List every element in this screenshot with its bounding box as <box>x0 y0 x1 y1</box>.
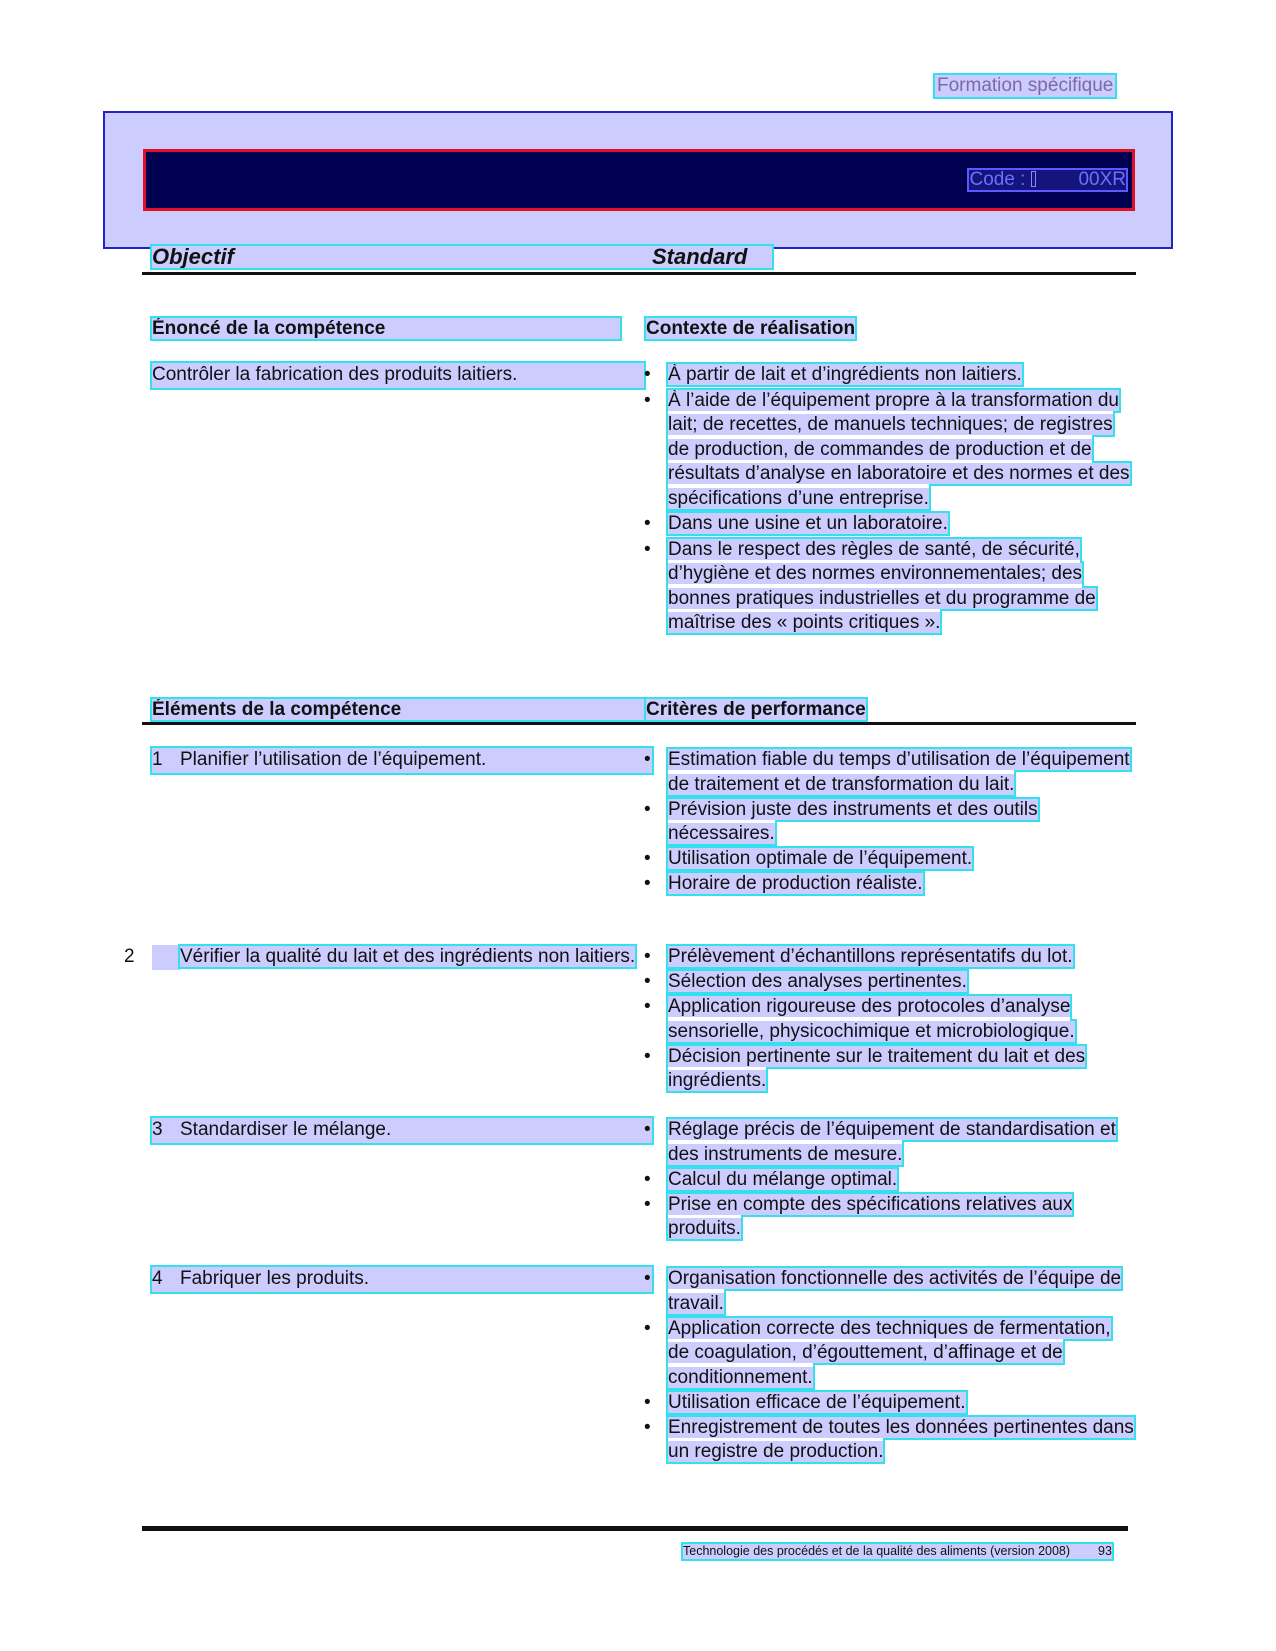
list-item: • Organisation fonctionnelle des activités de l’équipe de travail. <box>644 1267 1134 1316</box>
list-item: • Sélection des analyses pertinentes. <box>644 970 1134 995</box>
list-item: • Application rigoureuse des protocoles d’analyse sensorielle, physicochimique et microbiologique. <box>644 995 1134 1044</box>
element-number: 3 <box>152 1119 163 1140</box>
list-item: • Réglage précis de l’équipement de standardisation et des instruments de mesure. <box>644 1118 1134 1167</box>
elements-rule <box>142 722 1136 725</box>
element-number: 4 <box>152 1268 163 1289</box>
code-label-text: Code : <box>969 169 1026 190</box>
criteria-list-3 <box>644 1118 1134 1242</box>
element-label: Planifier l’utilisation de l’équipement. <box>180 749 487 770</box>
top-label: Formation spécifique <box>937 75 1114 96</box>
list-item: • Utilisation optimale de l’équipement. <box>644 847 1134 872</box>
criteria-heading: Critères de performance <box>646 699 866 720</box>
criteria-list-4 <box>644 1267 1134 1465</box>
element-number: 1 <box>152 749 163 770</box>
element-label: Fabriquer les produits. <box>180 1268 370 1289</box>
objective-heading-text: Objectif <box>152 244 234 269</box>
list-item: • Utilisation efficace de l’équipement. <box>644 1391 1134 1416</box>
criteria-list-1 <box>644 748 1134 897</box>
footer <box>683 1544 1112 1559</box>
element-number: 2 <box>152 945 180 970</box>
list-item: • Horaire de production réaliste. <box>644 872 1134 897</box>
list-item: • Dans une usine et un laboratoire. <box>644 512 1134 537</box>
element-label: Standardiser le mélange. <box>180 1119 392 1140</box>
list-item: • Prise en compte des spécifications relatives aux produits. <box>644 1193 1134 1242</box>
code-mark <box>1031 171 1036 187</box>
code-value: 00XR <box>1078 169 1126 190</box>
criteria-list-2 <box>644 945 1134 1094</box>
context-heading: Contexte de réalisation <box>646 318 856 339</box>
context-list <box>644 363 1134 636</box>
list-item: • Dans le respect des règles de santé, de sécurité, d’hygiène et des normes environnementales; des bonnes pratiques industrielles et du programme de maîtrise des « points critiques ». <box>644 538 1134 636</box>
code-label <box>969 170 1126 190</box>
standard-heading: Standard <box>652 244 748 269</box>
element-4 <box>152 1267 652 1292</box>
list-item: • Prélèvement d’échantillons représentatifs du lot. <box>644 945 1134 970</box>
competence-statement: Contrôler la fabrication des produits laitiers. <box>152 363 644 388</box>
statement-heading: Énoncé de la compétence <box>152 318 620 339</box>
section-rule <box>142 272 1136 275</box>
page-number: 93 <box>1098 1544 1112 1558</box>
list-item: • Application correcte des techniques de fermentation, de coagulation, d’égouttement, d’affinage et de conditionnement. <box>644 1317 1134 1391</box>
list-item: • Enregistrement de toutes les données pertinentes dans un registre de production. <box>644 1416 1134 1465</box>
header-bar <box>143 149 1135 211</box>
list-item: • Estimation fiable du temps d’utilisation de l’équipement de traitement et de transformation du lait. <box>644 748 1134 797</box>
footer-rule <box>142 1526 1128 1531</box>
elements-heading: Éléments de la compétence <box>152 699 644 720</box>
element-2 <box>124 945 654 970</box>
list-item: • Calcul du mélange optimal. <box>644 1168 1134 1193</box>
footer-text: Technologie des procédés et de la qualité des aliments (version 2008) <box>683 1544 1071 1558</box>
element-3 <box>152 1118 652 1143</box>
list-item: • Décision pertinente sur le traitement du lait et des ingrédients. <box>644 1045 1134 1094</box>
element-label: Vérifier la qualité du lait et des ingrédients non laitiers. <box>180 946 636 967</box>
list-item: • À partir de lait et d’ingrédients non laitiers. <box>644 363 1134 388</box>
element-1 <box>152 748 652 773</box>
list-item: • Prévision juste des instruments et des outils nécessaires. <box>644 798 1134 847</box>
list-item: • À l’aide de l’équipement propre à la transformation du lait; de recettes, de manuels techniques; de registres de production, de commandes de production et de résultats d’analyse en laboratoire et des normes et des spécifications d’une entreprise. <box>644 389 1134 512</box>
